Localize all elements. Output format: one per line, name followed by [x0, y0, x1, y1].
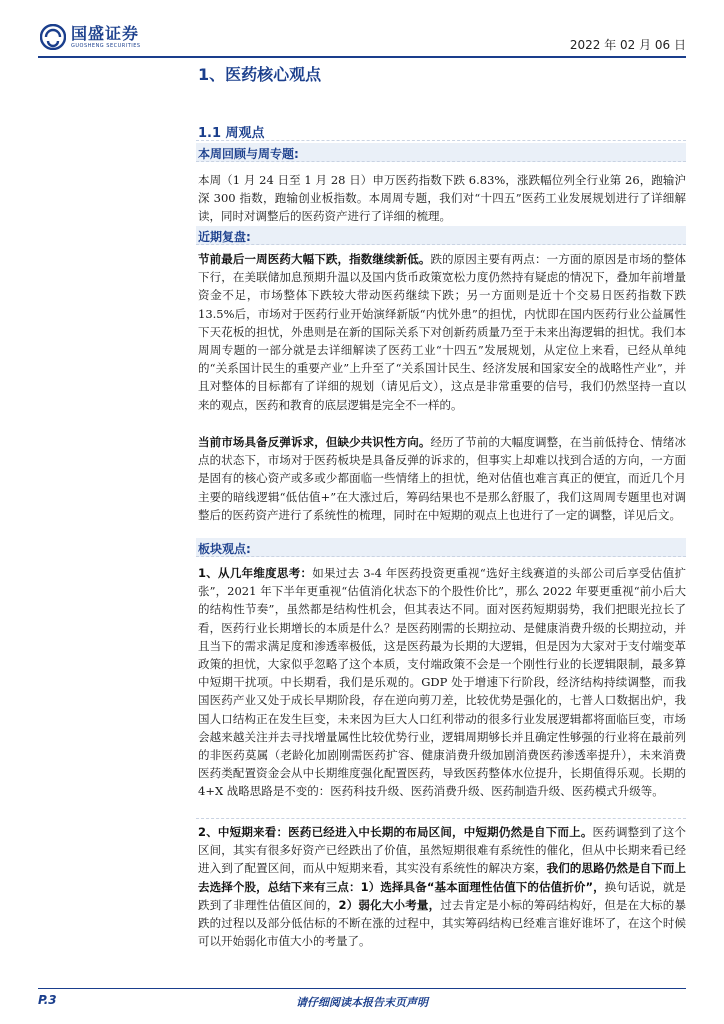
page-header [38, 22, 686, 54]
sector-view-item-1-body: 如果过去 3-4 年医药投资更重视“选好主线赛道的头部公司后享受估值扩张”，2021 年下半年更重视“估值消化状态下的个股性价比”，那么 2022 年要更重视“前小后大的结构性节奏”，虽然都是结构性机会，但其表达不同。面对医药短期弱势，我们把眼光拉长了看，医药行业长期增长的本质是什么？是医药刚需的长期拉动、是健康消费升级的长期拉动，并且当下的需求满足度和渗透率极低，这是医药最为长期的大逻辑，但是因为大家对于支付端变革政策的担忧，大家似乎忽略了这个本质，支付端政策不会是一个刚性行业的长逻辑限制，最多算中短期干扰项。中长期看，我们是乐观的。GDP 处于增速下行阶段，经济结构持续调整，而我国医药产业又处于成长早期阶段，存在逆向剪刀差，比较优势是强化的，七普人口数据出炉，我国人口结构正在发生巨变，未来因为巨大人口红利带动的很多行业发展逻辑都将面临巨变，市场会越来越关注并去寻找增量属性比较优势行业，逻辑周期够长并且确定性够强的行业将在最前列的非医药莫属（老龄化加剧刚需医药扩容、健康消费升级加剧消费医药渗透率提升），未来消费医药类配置资金会从中长期维度强化配置医药，导致医药整体水位提升，长期值得乐观。长期的 4+X 战略思路是不变的：医药科技升级、医药消费升级、医药制造升级、医药模式升级等。 [198, 566, 686, 799]
recent-review-p2-lead: 当前市场具备反弹诉求，但缺少共识性方向。 [198, 435, 431, 449]
sector-view-item-1 [198, 564, 686, 801]
sector-view-label [196, 538, 686, 557]
brand-name-en: GUOSHENG SECURITIES [71, 42, 141, 49]
brand-logo-icon [40, 24, 66, 50]
weekly-review-label [196, 143, 686, 162]
report-date: 2022 年 02 月 06 日 [569, 38, 686, 52]
brand-name-cn: 国盛证券 [71, 23, 140, 43]
recent-review-p1-body: 跌的原因主要有两点：一方面的原因是市场的整体下行，在美联储加息预期升温以及国内货币政策宽松力度仍然持有疑虑的情况下，叠加年前增量资金不足，市场整体下跌较大带动医药继续下跌；另一方面则是近十个交易日医药指数下跌 13.5%后，市场对于医药行业开始演绎新版“内忧外患”的担忧，内忧即在国内医药行业公益属性下天花板的担忧，外患则是在新的国际关系下对创新药质量乃至于未来出海逻辑的担忧。我们本周周专题的一部分就是去详细解读了医药工业“十四五”发展规划，从定位上来看，已经从单纯的“关系国计民生的重要产业”上升至了“关系国计民生、经济发展和国家安全的战略性产业”，并且对整体的目标都有了详细的规划（请见后文），这点是非常重要的信号，我们仍然坚持一直以来的观点，医药和教育的底层逻辑是完全不一样的。 [198, 252, 686, 412]
sector-view-item-1-lead: 1、从几年维度思考： [198, 566, 313, 580]
sector-view-item-2-body-a: 医药调整到了这个区间，其实有很多好资产已经跌出了价值，虽然短期很难有系统性的催化，但从中长期来看已经进入到了配置区间，而从中短期来看，其实没有系统性的解决方案， [198, 825, 686, 876]
page-number: P.3 [38, 993, 57, 1007]
recent-review-label [196, 226, 686, 245]
subsection-divider [196, 140, 686, 141]
sector-view-item-2-body-c: 换句话说，就是跌到了非理性估值区间的， [198, 879, 686, 912]
sector-view-item-2-body-e: 过去肯定是小标的筹码结构好，但是在大标的暴跌的过程以及部分低估标的不断在涨的过程中，其实筹码结构已经难言谁好谁坏了，在这个时候可以开始弱化市值大小的考量了。 [198, 897, 686, 949]
weekly-review-label-text: 本周回顾与周专题: [198, 147, 299, 161]
sector-view-item-2-emph-d: 2）弱化大小考量， [338, 897, 441, 912]
recent-review-paragraph-2 [198, 433, 686, 524]
section-title: 1、医药核心观点 [198, 65, 322, 84]
recent-review-p1-lead: 节前最后一周医药大幅下跌，指数继续新低。 [198, 252, 431, 266]
sector-view-item-2-lead: 2、中短期来看：医药已经进入中长期的布局区间，中短期仍然是自下而上。 [198, 825, 593, 839]
sector-view-label-text: 板块观点: [198, 542, 251, 556]
sector-view-divider [196, 818, 686, 819]
footer-disclaimer: 请仔细阅读本报告末页声明 [296, 996, 428, 1009]
recent-review-paragraph-1 [198, 250, 686, 414]
brand-logo [40, 22, 141, 52]
recent-review-label-text: 近期复盘: [198, 230, 251, 244]
subsection-title: 1.1 周观点 [198, 126, 265, 141]
recent-review-p2-body: 经历了节前的大幅度调整，在当前低持仓、情绪冰点的状态下，市场对于医药板块是具备反弹的诉求的，但事实上却难以找到合适的方向，一方面是固有的核心资产或多或少都面临一些情绪上的担忧，绝对估值也难言真正的便宜，而近几个月主要的暗线逻辑“低估值+”在大涨过后，筹码结果也不是那么舒服了，我们这周周专题里也对调整后的医药资产进行了系统性的梳理，同时在中短期的观点上也进行了一定的调整，详见后文。 [198, 435, 686, 522]
sector-view-item-2 [198, 823, 686, 950]
footer-divider [38, 988, 686, 989]
weekly-review-paragraph: 本周（1 月 24 日至 1 月 28 日）申万医药指数下跌 6.83%，涨跌幅位列全行业第 26，跑输沪深 300 指数，跑输创业板指数。本周周专题，我们对“十四五”医药工业发展规划进行了详细解读，同时对调整后的医药资产进行了详细的梳理。 [198, 173, 686, 224]
sector-view-item-2-emph-b: 我们的思路仍然是自下而上去选择个股，总结下来有三点：1）选择具备“基本面理性估值下的估值折价”， [198, 861, 686, 894]
header-divider [38, 56, 686, 58]
